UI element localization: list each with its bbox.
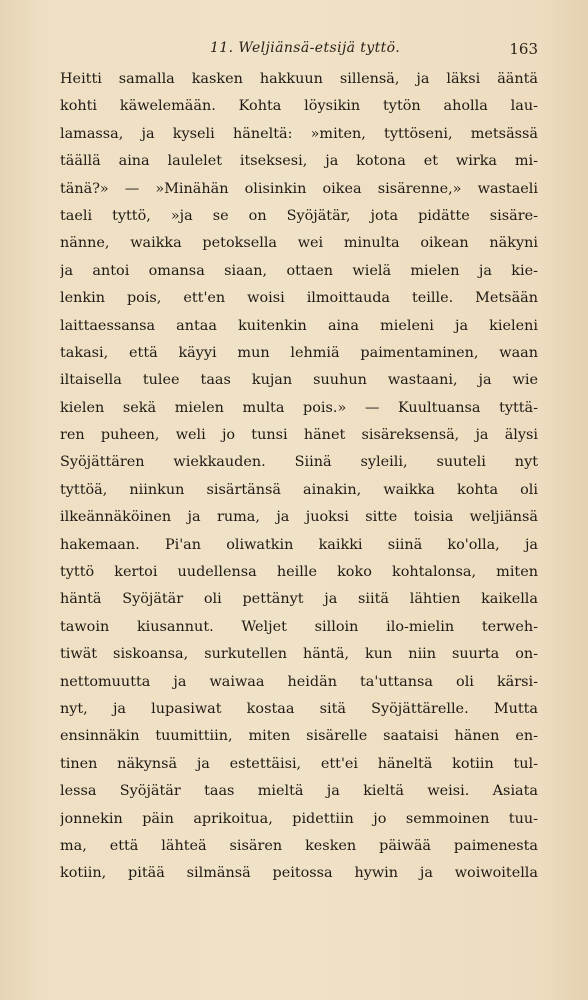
text-line: lenkin pois, ett'en woisi ilmoittauda teille. Metsään <box>60 290 538 307</box>
text-line: nyt, ja lupasiwat kostaa sitä Syöjättärelle. Mutta <box>60 700 538 717</box>
text-line: ma, että lähteä sisären kesken päiwää paimenesta <box>60 837 538 854</box>
text-line: kielen sekä mielen multa pois.» — Kuultuansa tyttä- <box>60 399 538 416</box>
text-line: kotiin, pitää silmänsä peitossa hywin ja woiwoitella <box>60 865 538 882</box>
text-line: tänä?» — »Minähän olisinkin oikea sisärenne,» wastaeli <box>60 180 538 197</box>
text-line: tinen näkynsä ja estettäisi, ett'ei häneltä kotiin tul- <box>60 755 538 772</box>
text-line: kohti käwelemään. Kohta löysikin tytön aholla lau- <box>60 98 538 115</box>
text-line: ensinnäkin tuumittiin, miten sisärelle saataisi hänen en- <box>60 728 538 745</box>
body-text <box>60 66 538 888</box>
text-line: täällä aina laulelet itseksesi, ja kotona et wirka mi- <box>60 153 538 170</box>
text-line: tiwät siskoansa, surkutellen häntä, kun niin suurta on- <box>60 646 538 663</box>
text-line: nänne, waikka petoksella wei minulta oikean näkyni <box>60 235 538 252</box>
text-line: ja antoi omansa siaan, ottaen wielä mielen ja kie- <box>60 262 538 279</box>
page-number: 163 <box>509 40 538 58</box>
text-line: ilkeännäköinen ja ruma, ja juoksi sitte toisia weljiänsä <box>60 509 538 526</box>
text-line: jonnekin päin aprikoitua, pidettiin jo semmoinen tuu- <box>60 810 538 827</box>
text-line: laittaessansa antaa kuitenkin aina mieleni ja kieleni <box>60 317 538 334</box>
text-line: tyttö kertoi uudellensa heille koko kohtalonsa, miten <box>60 564 538 581</box>
text-line: nettomuutta ja waiwaa heidän ta'uttansa oli kärsi- <box>60 673 538 690</box>
text-line: iltaisella tulee taas kujan suuhun wastaani, ja wie <box>60 372 538 389</box>
text-line: hakemaan. Pi'an oliwatkin kaikki siinä ko'olla, ja <box>60 536 538 553</box>
text-line: tawoin kiusannut. Weljet silloin ilo-mielin terweh- <box>60 618 538 635</box>
running-header <box>60 38 538 62</box>
text-line: takasi, että käyyi mun lehmiä paimentaminen, waan <box>60 344 538 361</box>
text-line: ren puheen, weli jo tunsi hänet sisäreksensä, ja älysi <box>60 427 538 444</box>
running-title: 11. Weljiänsä-etsijä tyttö. <box>210 40 401 56</box>
text-line: lessa Syöjätär taas mieltä ja kieltä weisi. Asiata <box>60 783 538 800</box>
text-line: lamassa, ja kyseli häneltä: »miten, tyttöseni, metsässä <box>60 125 538 142</box>
text-line: taeli tyttö, »ja se on Syöjätär, jota pidätte sisäre- <box>60 207 538 224</box>
text-line: Heitti samalla kasken hakkuun sillensä, ja läksi ääntä <box>60 71 538 87</box>
text-line: tyttöä, niinkun sisärtänsä ainakin, waikka kohta oli <box>60 481 538 498</box>
text-line: häntä Syöjätär oli pettänyt ja siitä lähtien kaikella <box>60 591 538 608</box>
text-line: Syöjättären wiekkauden. Siinä syleili, suuteli nyt <box>60 454 538 471</box>
